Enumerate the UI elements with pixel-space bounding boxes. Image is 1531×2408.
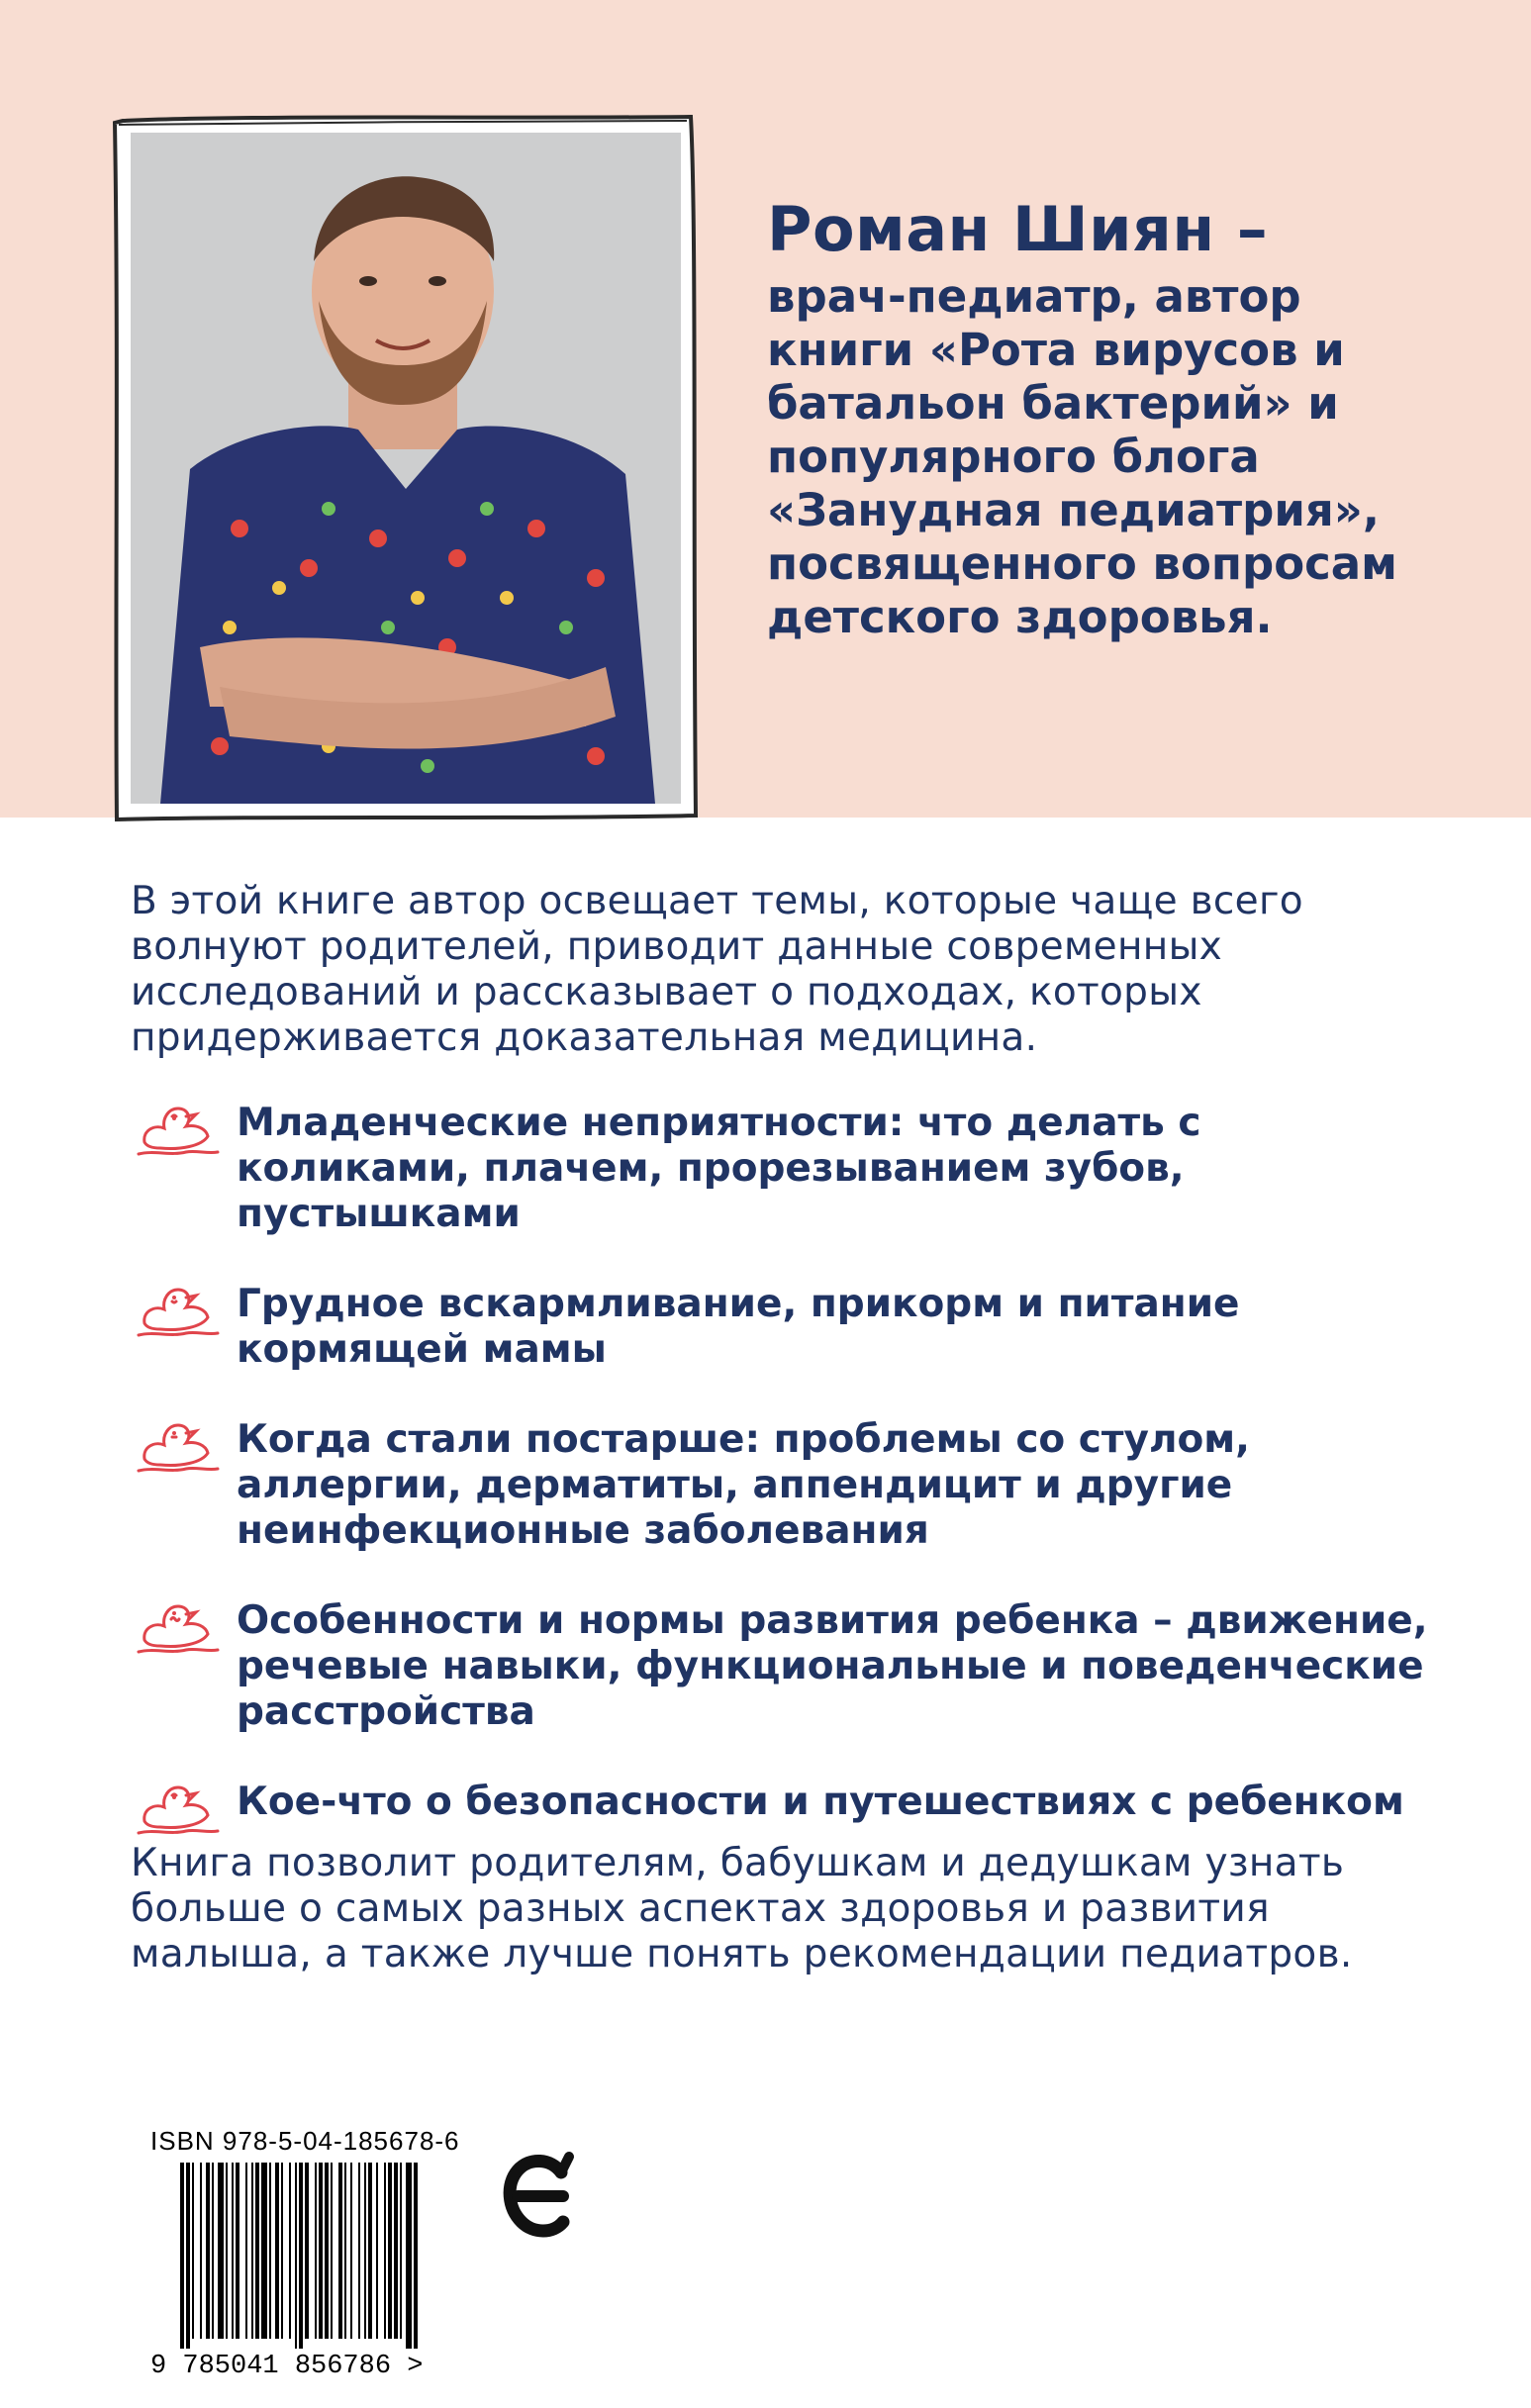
eksmo-logo-icon xyxy=(500,2143,579,2252)
list-item xyxy=(131,1101,1447,1237)
duck-icon xyxy=(131,1095,222,1158)
topic-text: Когда стали постарше: проблемы со стулом, аллергии, дерматиты, аппендицит и другие неинфекционные заболевания xyxy=(237,1417,1250,1553)
author-name: Роман Шиян – xyxy=(767,193,1269,265)
barcode-bar xyxy=(251,2163,253,2339)
list-item xyxy=(131,1598,1447,1735)
barcode-bar xyxy=(388,2163,392,2339)
barcode-bar xyxy=(236,2163,239,2339)
barcode-bar xyxy=(305,2163,309,2339)
barcode-bar xyxy=(255,2163,259,2339)
duck-icon xyxy=(131,1592,222,1656)
intro-paragraph: В этой книге автор освещает темы, которые чаще всего волнуют родителей, приводит данные современных исследований и рассказывает о подходах, которых придерживается доказательная медицина. xyxy=(131,879,1303,1060)
barcode-bar xyxy=(299,2163,303,2349)
barcode-bar xyxy=(180,2163,184,2349)
barcode-bar xyxy=(218,2163,224,2339)
barcode-bar xyxy=(319,2163,323,2339)
barcode-bar xyxy=(212,2163,214,2339)
barcode-bar xyxy=(358,2163,360,2339)
list-item xyxy=(131,1417,1447,1554)
topics-list xyxy=(131,1101,1447,1881)
author-portrait xyxy=(131,133,681,804)
barcode-bar xyxy=(289,2163,291,2339)
duck-icon xyxy=(131,1276,222,1339)
author-photo-frame xyxy=(109,111,703,825)
list-item xyxy=(131,1780,1447,1837)
topic-text: Кое-что о безопасности и путешествиях с ребенком xyxy=(237,1780,1404,1824)
topic-text: Особенности и нормы развития ребенка – движение, речевые навыки, функциональные и поведенческие расстройства xyxy=(237,1598,1428,1734)
barcode-bar xyxy=(261,2163,267,2339)
barcode-bar xyxy=(192,2163,194,2339)
barcode-bar xyxy=(315,2163,317,2339)
barcode-digits: 9 785041 856786 > xyxy=(150,2352,424,2380)
barcode-bar xyxy=(384,2163,386,2339)
duck-icon xyxy=(131,1774,222,1837)
barcode-bar xyxy=(200,2163,202,2339)
barcode-bar xyxy=(295,2163,297,2349)
author-bio xyxy=(767,193,1499,644)
barcode-bar xyxy=(269,2163,271,2339)
barcode-bar xyxy=(232,2163,234,2339)
author-photo xyxy=(131,133,681,804)
barcode-bar xyxy=(245,2163,247,2339)
barcode-bar xyxy=(206,2163,210,2339)
outro-paragraph: Книга позволит родителям, бабушкам и дедушкам узнать больше о самых разных аспектах здоровья и развития малыша, а также лучше понять рекомендации педиатров. xyxy=(131,1841,1353,1976)
barcode-bar xyxy=(344,2163,346,2339)
author-description: врач-педиатр, автор книги «Рота вирусов и батальон бактерий» и популярного блога «Занудная педиатрия», посвященного вопросам детского здоровья. xyxy=(767,270,1397,643)
barcode-bar xyxy=(350,2163,352,2339)
barcode-bar xyxy=(364,2163,366,2339)
duck-icon xyxy=(131,1411,222,1475)
barcode-bar xyxy=(325,2163,329,2339)
barcode-bar xyxy=(338,2163,342,2339)
list-item xyxy=(131,1282,1447,1373)
barcode-bar xyxy=(394,2163,398,2339)
barcode-bar xyxy=(406,2163,412,2349)
topic-text: Младенческие неприятности: что делать с коликами, плачем, прорезыванием зубов, пустышками xyxy=(237,1101,1201,1236)
barcode-bar xyxy=(331,2163,333,2339)
barcode xyxy=(150,2163,477,2380)
barcode-bar xyxy=(368,2163,372,2339)
barcode-bar xyxy=(226,2163,228,2339)
barcode-bar xyxy=(186,2163,190,2349)
barcode-bar xyxy=(275,2163,279,2339)
barcode-bar xyxy=(281,2163,283,2339)
barcode-bar xyxy=(376,2163,378,2339)
topic-text: Грудное вскармливание, прикорм и питание кормящей мамы xyxy=(237,1282,1240,1372)
barcode-bar xyxy=(400,2163,402,2339)
isbn-label: ISBN 978-5-04-185678-6 xyxy=(150,2126,460,2156)
barcode-bar xyxy=(414,2163,418,2349)
